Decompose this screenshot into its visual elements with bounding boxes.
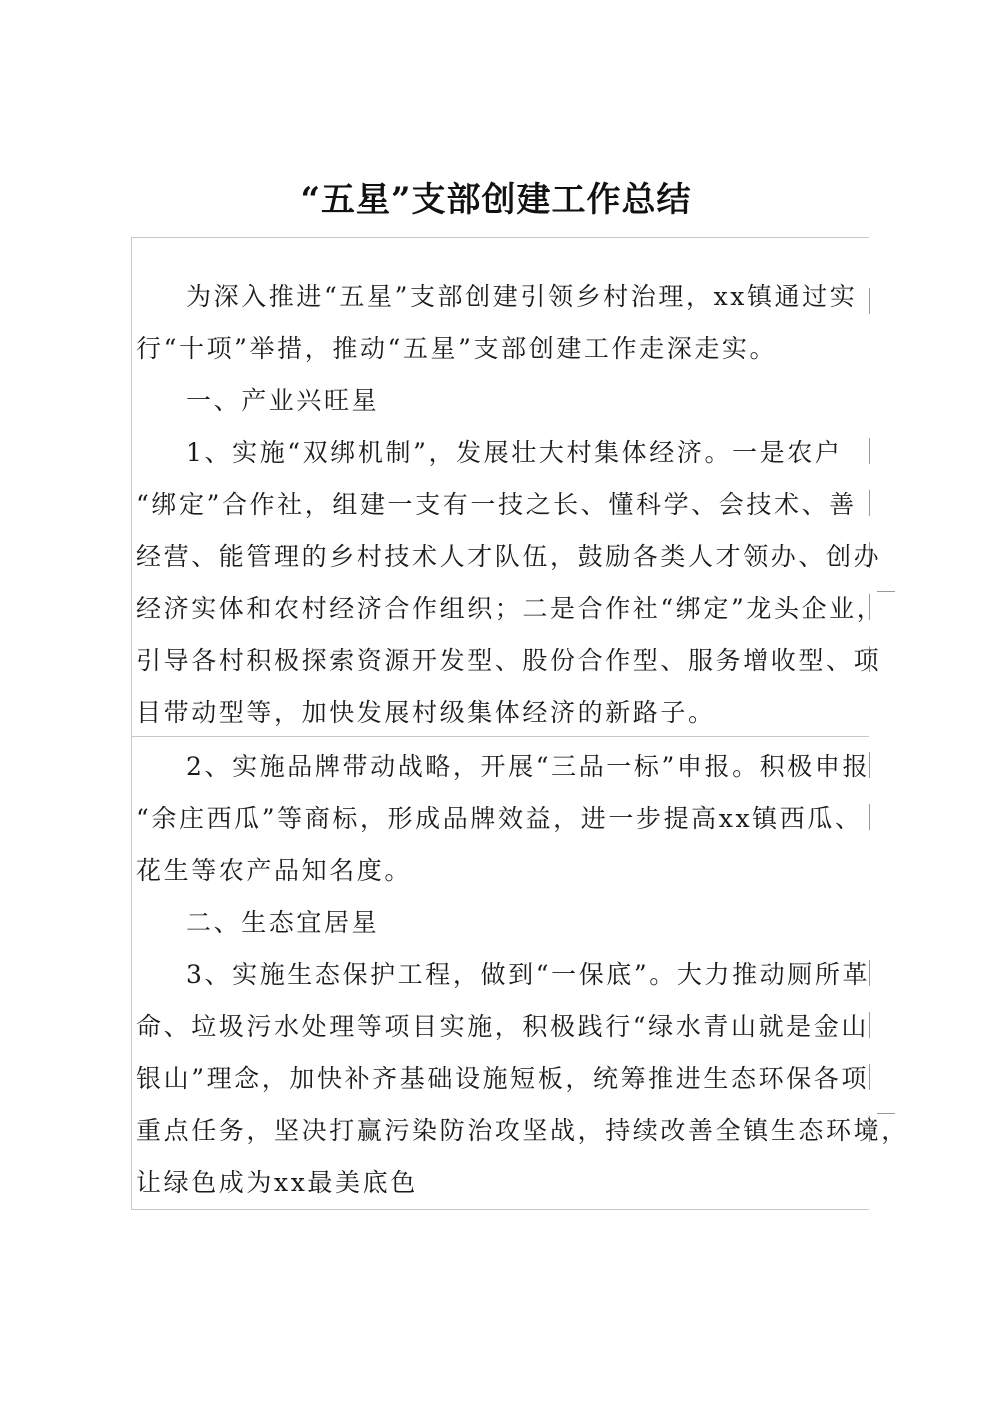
paragraph-line: 引导各村积极探索资源开发型、股份合作型、服务增收型、项 bbox=[136, 646, 882, 675]
paragraph-line: 银山”理念，加快补齐基础设施短板，统筹推进生态环保各项 bbox=[136, 1064, 869, 1093]
paragraph-line: 重点任务，坚决打赢污染防治攻坚战，持续改善全镇生态环境， bbox=[136, 1116, 909, 1145]
paragraph-line: 2、实施品牌带动战略，开展“三品一标”申报。积极申报 bbox=[186, 752, 871, 781]
paragraph-line: 经济实体和农村经济合作组织；二是合作社“绑定”龙头企业， bbox=[136, 594, 885, 623]
paragraph-line: 行“十项”举措，推动“五星”支部创建工作走深走实。 bbox=[136, 334, 778, 363]
margin-mark bbox=[877, 591, 895, 592]
document-title: “五星”支部创建工作总结 bbox=[300, 180, 692, 220]
frame-top-border bbox=[131, 237, 869, 238]
paragraph-line: 让绿色成为xx最美底色 bbox=[136, 1168, 418, 1197]
paragraph-line: 花生等农产品知名度。 bbox=[136, 856, 413, 885]
paragraph-line: 为深入推进“五星”支部创建引领乡村治理，xx镇通过实 bbox=[186, 282, 858, 311]
frame-bottom-border bbox=[131, 1209, 869, 1210]
paragraph-line: “余庄西瓜”等商标，形成品牌效益，进一步提高xx镇西瓜、 bbox=[136, 804, 863, 833]
paragraph-line: 目带动型等，加快发展村级集体经济的新路子。 bbox=[136, 698, 716, 727]
paragraph-line: “绑定”合作社，组建一支有一技之长、懂科学、会技术、善 bbox=[136, 490, 857, 519]
section-divider bbox=[131, 736, 869, 737]
section-heading: 一、产业兴旺星 bbox=[186, 386, 380, 415]
frame-left-border bbox=[131, 237, 132, 1209]
paragraph-line: 3、实施生态保护工程，做到“一保底”。大力推动厕所革 bbox=[186, 960, 871, 989]
paragraph-line: 命、垃圾污水处理等项目实施，积极践行“绿水青山就是金山 bbox=[136, 1012, 869, 1041]
section-heading: 二、生态宜居星 bbox=[186, 908, 380, 937]
paragraph-line: 1、实施“双绑机制”，发展壮大村集体经济。一是农户 bbox=[186, 438, 843, 467]
margin-mark bbox=[877, 1113, 895, 1114]
paragraph-line: 经营、能管理的乡村技术人才队伍，鼓励各类人才领办、创办 bbox=[136, 542, 882, 571]
